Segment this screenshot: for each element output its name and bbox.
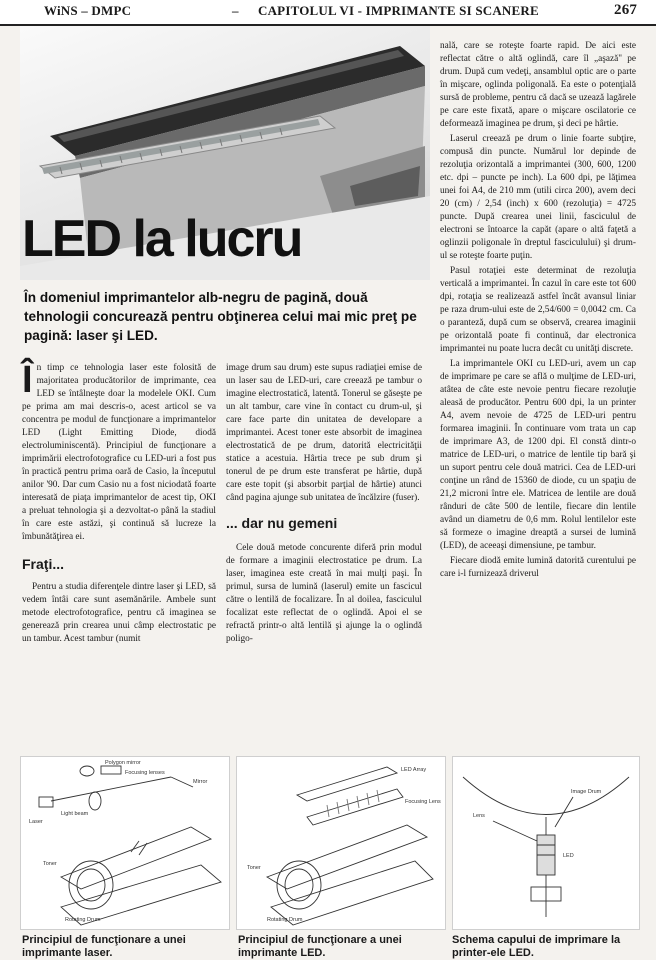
dropcap: Î [22, 359, 33, 401]
led-diagram-labels [247, 767, 441, 923]
heading-dar-nu-gemeni: ... dar nu gemeni [226, 515, 338, 531]
figure-laser-printer [20, 756, 230, 930]
column-3 [440, 40, 636, 583]
label-toner: Toner [43, 861, 57, 867]
label-light-beam: Light beam [61, 811, 89, 817]
intro-paragraph [22, 359, 216, 544]
caption-led-head: Schema capului de imprimare la printer-ele LED. [452, 934, 621, 959]
laser-diagram-labels [29, 760, 208, 923]
laser-diagram [21, 757, 229, 929]
paragraph: Laserul creează pe drum o linie foarte subţire, compusă din puncte. Numărul lor depinde de rezoluţia orizontală a imprimantei (300, 600, 1200 etc. dpi – puncte pe inch). La 600 dpi, pe lăţimea unei foi A4, de 210 mm (utili circa 200), avem deci 20 (cm) / 2,54 (inch) x 600 (rezoluţia) = 4725 puncte. După crearea unei linii, fasciculul de electroni se întoarce la capăt (apare o altă faţetă a oglinzii poligonale în dreptul fasciculului) şi drum-ul se roteşte foarte puţin. [440, 134, 636, 261]
label-polygon-mirror: Polygon mirror [105, 760, 141, 766]
intro-text: n timp ce tehnologia laser este folosită de majoritatea producătorilor de imprimante, cea LED se întâlneşte doar la modelele OKI. Cum pe prima am mai descris-o, acest articol se va concentra pe modul de funcţionare a imprimantelor LED (Light Emitting Diode, diodă electroluminiscentă). Principiul de funcţionare a imprimării electrofotografice cu LED-uri a fost pus în practică pentru prima oară de Casio, la începutul anilor '90. Dar cum Casio nu a fost niciodată foarte interesată de piaţa imprimantelor de acest tip, OKI a preluat tehnologia şi a dezvoltat-o până la stadiul în care este astăzi, şi continuă să lucreze la îmbunătăţirea ei. [22, 363, 216, 542]
column-1 [22, 359, 216, 648]
article-lede: În domeniul imprimantelor alb-negru de pagină, două tehnologii concurează pentru obţinerea celui mai mic preţ pe pagină: laser şi LED. [24, 290, 417, 343]
label-focusing-lens: Focusing Lens [405, 799, 441, 805]
label-led: LED [563, 853, 574, 859]
header-magazine: WiNS – DMPC [44, 3, 132, 18]
label-lens: Lens [473, 813, 485, 819]
header-dash: – [232, 3, 239, 18]
figure-led-printer [236, 756, 446, 930]
figure-led-head [452, 756, 640, 930]
paragraph: Fiecare diodă emite lumină datorită curentului pe care i-l furnizează driverul [440, 556, 636, 579]
column-2 [226, 362, 422, 648]
label-rotating-drum: Rotating Drum [267, 917, 303, 923]
heading-frati: Fraţi... [22, 556, 65, 572]
label-image-drum: Image Drum [571, 789, 602, 795]
caption-led: Principiul de funcţionare a unei imprimante LED. [238, 934, 402, 959]
paragraph: Pasul rotaţiei este determinat de rezoluţia verticală a imprimantei. În cazul în care este tot 600 dpi, rotaţia se realizează astfel încât avansul liniar pe raza drum-ului este de 2,54/600 = 0,0042 cm. Ca o paranteză, după cum se observă, crearea imaginii pe orizontală poate fi continuă, dar electronica imprimantei nu poate lucra decât cu unităţi discrete. [440, 266, 636, 354]
header-chapter: CAPITOLUL VI - IMPRIMANTE SI SCANERE [258, 3, 539, 18]
paragraph: Pentru a studia diferenţele dintre laser şi LED, să vedem întâi care sunt asemănările. Ambele sunt metode electrofotografice, pentru că imaginea se generează prin crearea unui câmp electrostatic pe un tambur. Acest tambur (numit [22, 582, 216, 644]
label-mirror: Mirror [193, 779, 208, 785]
paragraph: Cele două metode concurente diferă prin modul de formare a imaginii electrostatice pe drum. La laser, imaginea este creată în mai mulţi paşi. În primul, sursa de lumină (laserul) emite un fascicul către o lentilă de focalizare. În al doilea, fasciculul focalizat este reflectat de o oglindă. Apoi el se refractă printr-o altă lentilă şi ajunge la o oglindă poligo- [226, 543, 422, 644]
page-number: 267 [614, 2, 638, 18]
article-title: LED la lucru [22, 210, 302, 268]
label-laser: Laser [29, 819, 43, 825]
label-toner: Toner [247, 865, 261, 871]
label-rotating-drum: Rotating Drum [65, 917, 101, 923]
running-header [0, 0, 656, 26]
label-led-array: LED Array [401, 767, 427, 773]
paragraph: nală, care se roteşte foarte rapid. De aici este reflectat către o altă oglindă, care îl „aşază" pe drum. După cum vedeţi, ansamblul optic are o parte în mişcare, oglinda poligonală. Ea este o potenţială sursă de probleme, pentru că dacă se uzează lagărele pe care este fixată, apare o mişcare oscilatorie ce deformează imaginea pe drum, şi deci pe hârtie. [440, 41, 636, 129]
label-focusing-lenses: Focusing lenses [125, 770, 165, 776]
paragraph: La imprimantele OKI cu LED-uri, avem un cap de imprimare pe care se află o mulţime de LED-uri, atâtea de câte este nevoie pentru fiecare rezoluţie aleasă de producător. Pentru 600 dpi, la un printer A4, avem nevoie de 4725 de LED-uri pentru formarea imaginii. În continuare vom trata un cap de imprimare A3, de 1200 dpi. El constă dintr-o matrice de LED-uri, o matrice de lentile tip bară şi un suport pentru cele două matrici. Cea de LED-uri conţine un rând de 15360 de diode, cu un spaţiu de 21,2 microni între ele. Matricea de lentile are două rânduri de câte 500 de lentile, fiecare din lentile având un diametru de 0,6 mm. Rolul lentilelor este să formeze o imagine dreaptă a sursei de lumină (LED), de aceeaşi dimensiune, pe tambur. [440, 359, 636, 551]
led-diagram [237, 757, 445, 929]
paragraph: image drum sau drum) este supus radiaţiei emise de un laser sau de LED-uri, care creează pe tambur o imagine electrostatică, latentă. Tonerul se găseşte pe un alt tambur, care vine în contact cu drum-ul, şi care face parte din unitatea de developare a imprimantei. Acest toner este absorbit de imaginea electrostatică de pe drum, datorită electricităţii statice a acestuia. Hârtia trece pe sub drum şi tonerul de pe drum este transferat pe hârtie, după care este topit (şi absorbit parţial de hârtie) atunci când pagina ajunge sub unitatea de încălzire (fuser). [226, 363, 422, 503]
caption-laser: Principiul de funcţionare a unei imprimante laser. [22, 934, 186, 959]
led-head-diagram [453, 757, 639, 929]
